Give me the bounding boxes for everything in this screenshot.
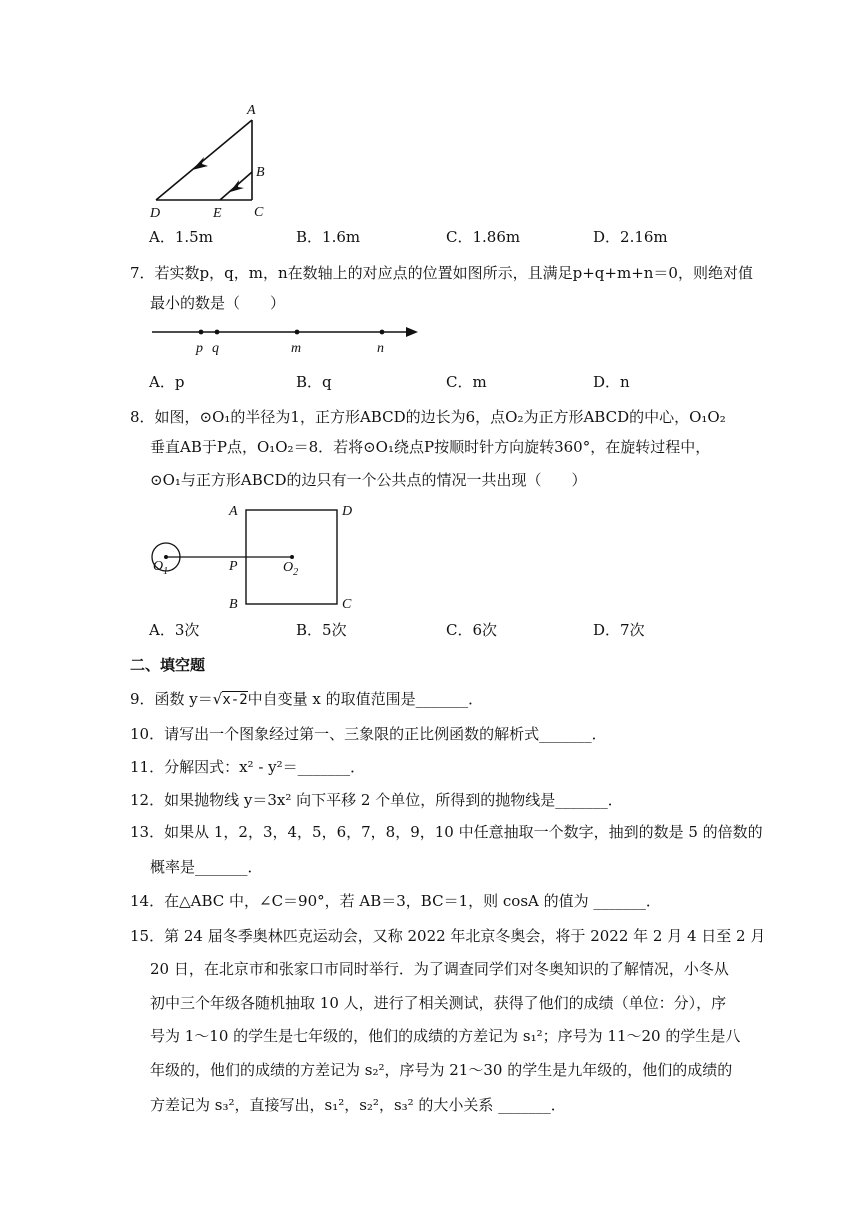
q7-point-m xyxy=(295,330,300,335)
q8-stem-line3: ⊙O₁与正方形ABCD的边只有一个公共点的情况一共出现（ ） xyxy=(150,471,587,489)
q13-stem-line1: 13．如果从 1，2，3，4，5，6，7，8，9，10 中任意抽取一个数字，抽到的数是 5 的倍数的 xyxy=(130,823,763,841)
q6-label-E: E xyxy=(213,206,222,221)
q8-label-o1: $O_1$ xyxy=(153,559,169,577)
q6-option-c: C．1.86m xyxy=(446,228,521,246)
q15-stem-line6: 方差记为 s₃²，直接写出，s₁²，s₂²，s₃² 的大小关系 _______． xyxy=(150,1096,566,1114)
q7-option-d: D．n xyxy=(593,373,630,391)
q7-option-b: B．q xyxy=(296,373,332,391)
q9-radicand: x-2 xyxy=(222,692,248,708)
q12-stem: 12．如果抛物线 y＝3x² 向下平移 2 个单位，所得到的抛物线是_______． xyxy=(130,791,623,809)
q7-number-line-figure xyxy=(150,320,430,356)
q9-stem-pre: 9．函数 y＝ xyxy=(130,690,213,708)
q8-label-C: C xyxy=(342,597,352,612)
q7-label-m: m xyxy=(291,341,302,356)
q15-stem-line3: 初中三个年级各随机抽取 10 人，进行了相关测试，获得了他们的成绩（单位：分），序 xyxy=(150,994,727,1012)
q6-triangle-figure xyxy=(140,96,280,222)
q9-stem xyxy=(130,688,483,709)
q7-label-q: q xyxy=(212,341,219,356)
q6-option-b: B．1.6m xyxy=(296,228,361,246)
q8-square-circle-figure xyxy=(146,500,376,614)
q15-stem-line4: 号为 1～10 的学生是七年级的，他们的成绩的方差记为 s₁²；序号为 11～20 的学生是八 xyxy=(150,1027,741,1045)
q8-label-P: P xyxy=(229,559,238,574)
q6-label-C: C xyxy=(254,205,264,220)
q7-point-n xyxy=(380,330,385,335)
q13-stem-line2: 概率是_______． xyxy=(150,858,263,876)
q9-stem-post: 中自变量 x 的取值范围是_______． xyxy=(247,690,484,708)
q7-option-c: C．m xyxy=(446,373,487,391)
q9-sqrt-symbol: √ xyxy=(212,690,223,708)
q8-label-D: D xyxy=(342,504,353,519)
section-fill-in-title: 二、填空题 xyxy=(130,656,206,674)
q10-stem: 10．请写出一个图象经过第一、三象限的正比例函数的解析式_______． xyxy=(130,725,607,743)
q8-option-a: A．3次 xyxy=(149,621,200,639)
q6-option-a: A．1.5m xyxy=(149,228,213,246)
q15-stem-line5: 年级的，他们的成绩的方差记为 s₂²，序号为 21～30 的学生是九年级的，他们的成绩的 xyxy=(150,1061,733,1079)
q8-option-c: C．6次 xyxy=(446,621,498,639)
q6-label-B: B xyxy=(256,165,265,180)
q8-stem-line2: 垂直AB于P点，O₁O₂＝8．若将⊙O₁绕点P按顺时针方向旋转360°，在旋转过程中， xyxy=(150,438,711,456)
q7-point-q xyxy=(215,330,220,335)
q8-point-o1 xyxy=(164,555,168,559)
q7-stem-line1: 7．若实数p，q，m，n在数轴上的对应点的位置如图所示，且满足p+q+m+n＝0，则绝对值 xyxy=(130,264,753,282)
q15-stem-line2: 20 日，在北京市和张家口市同时举行．为了调查同学们对冬奥知识的了解情况，小冬从 xyxy=(150,960,729,978)
q6-option-d: D．2.16m xyxy=(593,228,668,246)
q11-stem: 11．分解因式：x² - y²＝_______． xyxy=(130,758,366,776)
q7-option-a: A．p xyxy=(149,373,185,391)
q7-label-p: p xyxy=(196,341,203,356)
q6-label-D: D xyxy=(150,206,161,221)
q8-stem-line1: 8．如图，⊙O₁的半径为1，正方形ABCD的边长为6，点O₂为正方形ABCD的中心，O₁O₂ xyxy=(130,408,726,426)
q7-label-n: n xyxy=(377,341,384,356)
q7-stem-line2: 最小的数是（ ） xyxy=(150,294,286,312)
q7-number-line-arrowhead xyxy=(406,327,418,337)
q8-label-B: B xyxy=(229,597,238,612)
q15-stem-line1: 15．第 24 届冬季奥林匹克运动会，又称 2022 年北京冬奥会，将于 2022 年 2 月 4 日至 2 月 xyxy=(130,927,766,945)
q8-label-A: A xyxy=(229,504,238,519)
q8-label-o2: $O_2$ xyxy=(283,560,299,578)
q14-stem: 14．在△ABC 中，∠C＝90°，若 AB＝3，BC＝1，则 cosA 的值为 _______． xyxy=(130,892,661,910)
q8-point-o2 xyxy=(290,555,294,559)
q8-option-d: D．7次 xyxy=(593,621,645,639)
q6-label-A: A xyxy=(247,103,256,118)
q8-option-b: B．5次 xyxy=(296,621,347,639)
q7-point-p xyxy=(199,330,204,335)
